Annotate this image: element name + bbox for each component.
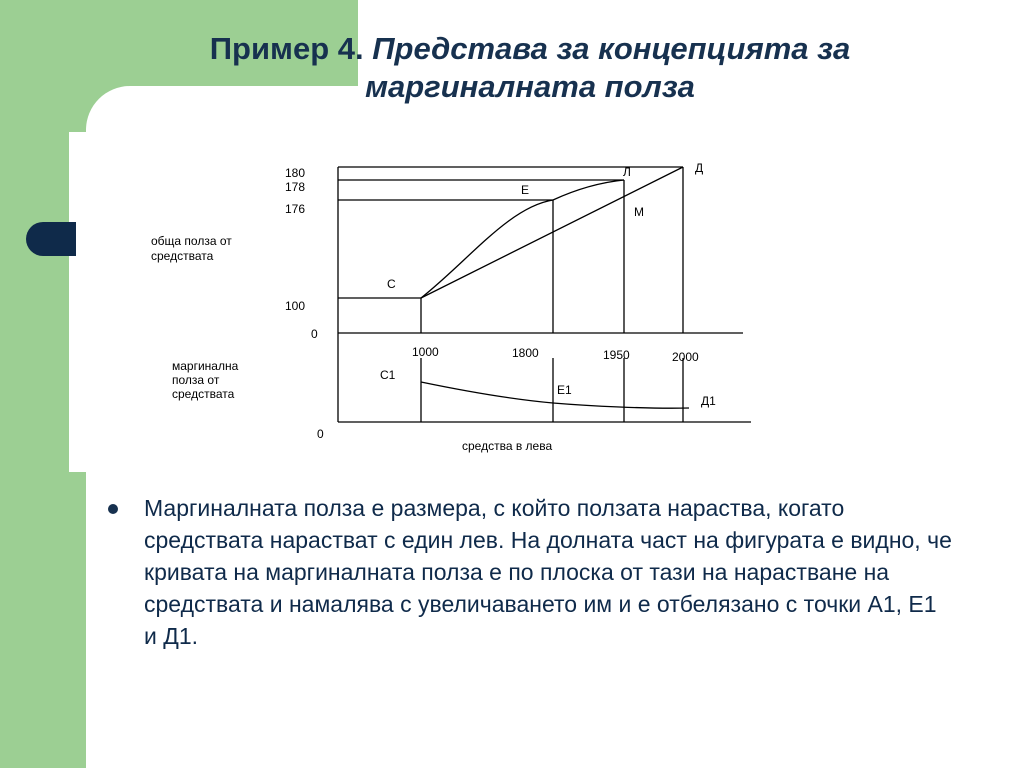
x-tick-1800: 1800 — [512, 346, 539, 360]
upper-y-label-2: средствата — [151, 249, 214, 263]
point-label-l: Л — [623, 165, 631, 179]
lower-y-label-2: полза от — [172, 373, 220, 387]
linear-utility-line — [421, 167, 683, 298]
y-tick-100: 100 — [285, 299, 306, 313]
point-label-e1: Е1 — [557, 383, 572, 397]
point-label-d: Д — [695, 161, 704, 175]
y-tick-0: 0 — [311, 327, 318, 341]
point-label-d1: Д1 — [701, 394, 716, 408]
title-prefix: Пример 4. — [209, 31, 364, 66]
lower-y-tick-0: 0 — [317, 427, 324, 441]
marginal-utility-diagram — [69, 132, 769, 472]
x-axis-label: средства в лева — [462, 439, 553, 453]
lower-y-label-3: средствата — [172, 387, 235, 401]
x-tick-1000: 1000 — [412, 345, 439, 359]
marginal-utility-curve — [421, 382, 689, 408]
y-tick-180: 180 — [285, 166, 306, 180]
title-italic: Представа за концепцията за маргиналната полза — [365, 31, 851, 104]
lower-y-label-1: маргинална — [172, 359, 239, 373]
y-tick-178: 178 — [285, 180, 306, 194]
slide-title — [120, 30, 940, 106]
point-label-m: М — [634, 205, 644, 219]
point-label-c: С — [387, 277, 396, 291]
upper-y-label-1: обща полза от — [151, 234, 232, 248]
bullet-icon — [108, 504, 118, 514]
bullet-text: Маргиналната полза е размера, с който ползата нараства, когато средствата нарастват с един лев. На долната част на фигурата е видно, че кривата на маргиналната полза е по плоска от тази на нарастване на средствата и намалява с увеличаването им и е отбелязано с точки А1, Е1 и Д1. — [144, 495, 952, 649]
point-label-c1: С1 — [380, 368, 396, 382]
x-tick-1950: 1950 — [603, 348, 630, 362]
point-label-e: Е — [521, 183, 530, 197]
total-utility-curve — [421, 180, 624, 298]
x-tick-2000: 2000 — [672, 350, 699, 364]
y-tick-176: 176 — [285, 202, 306, 216]
